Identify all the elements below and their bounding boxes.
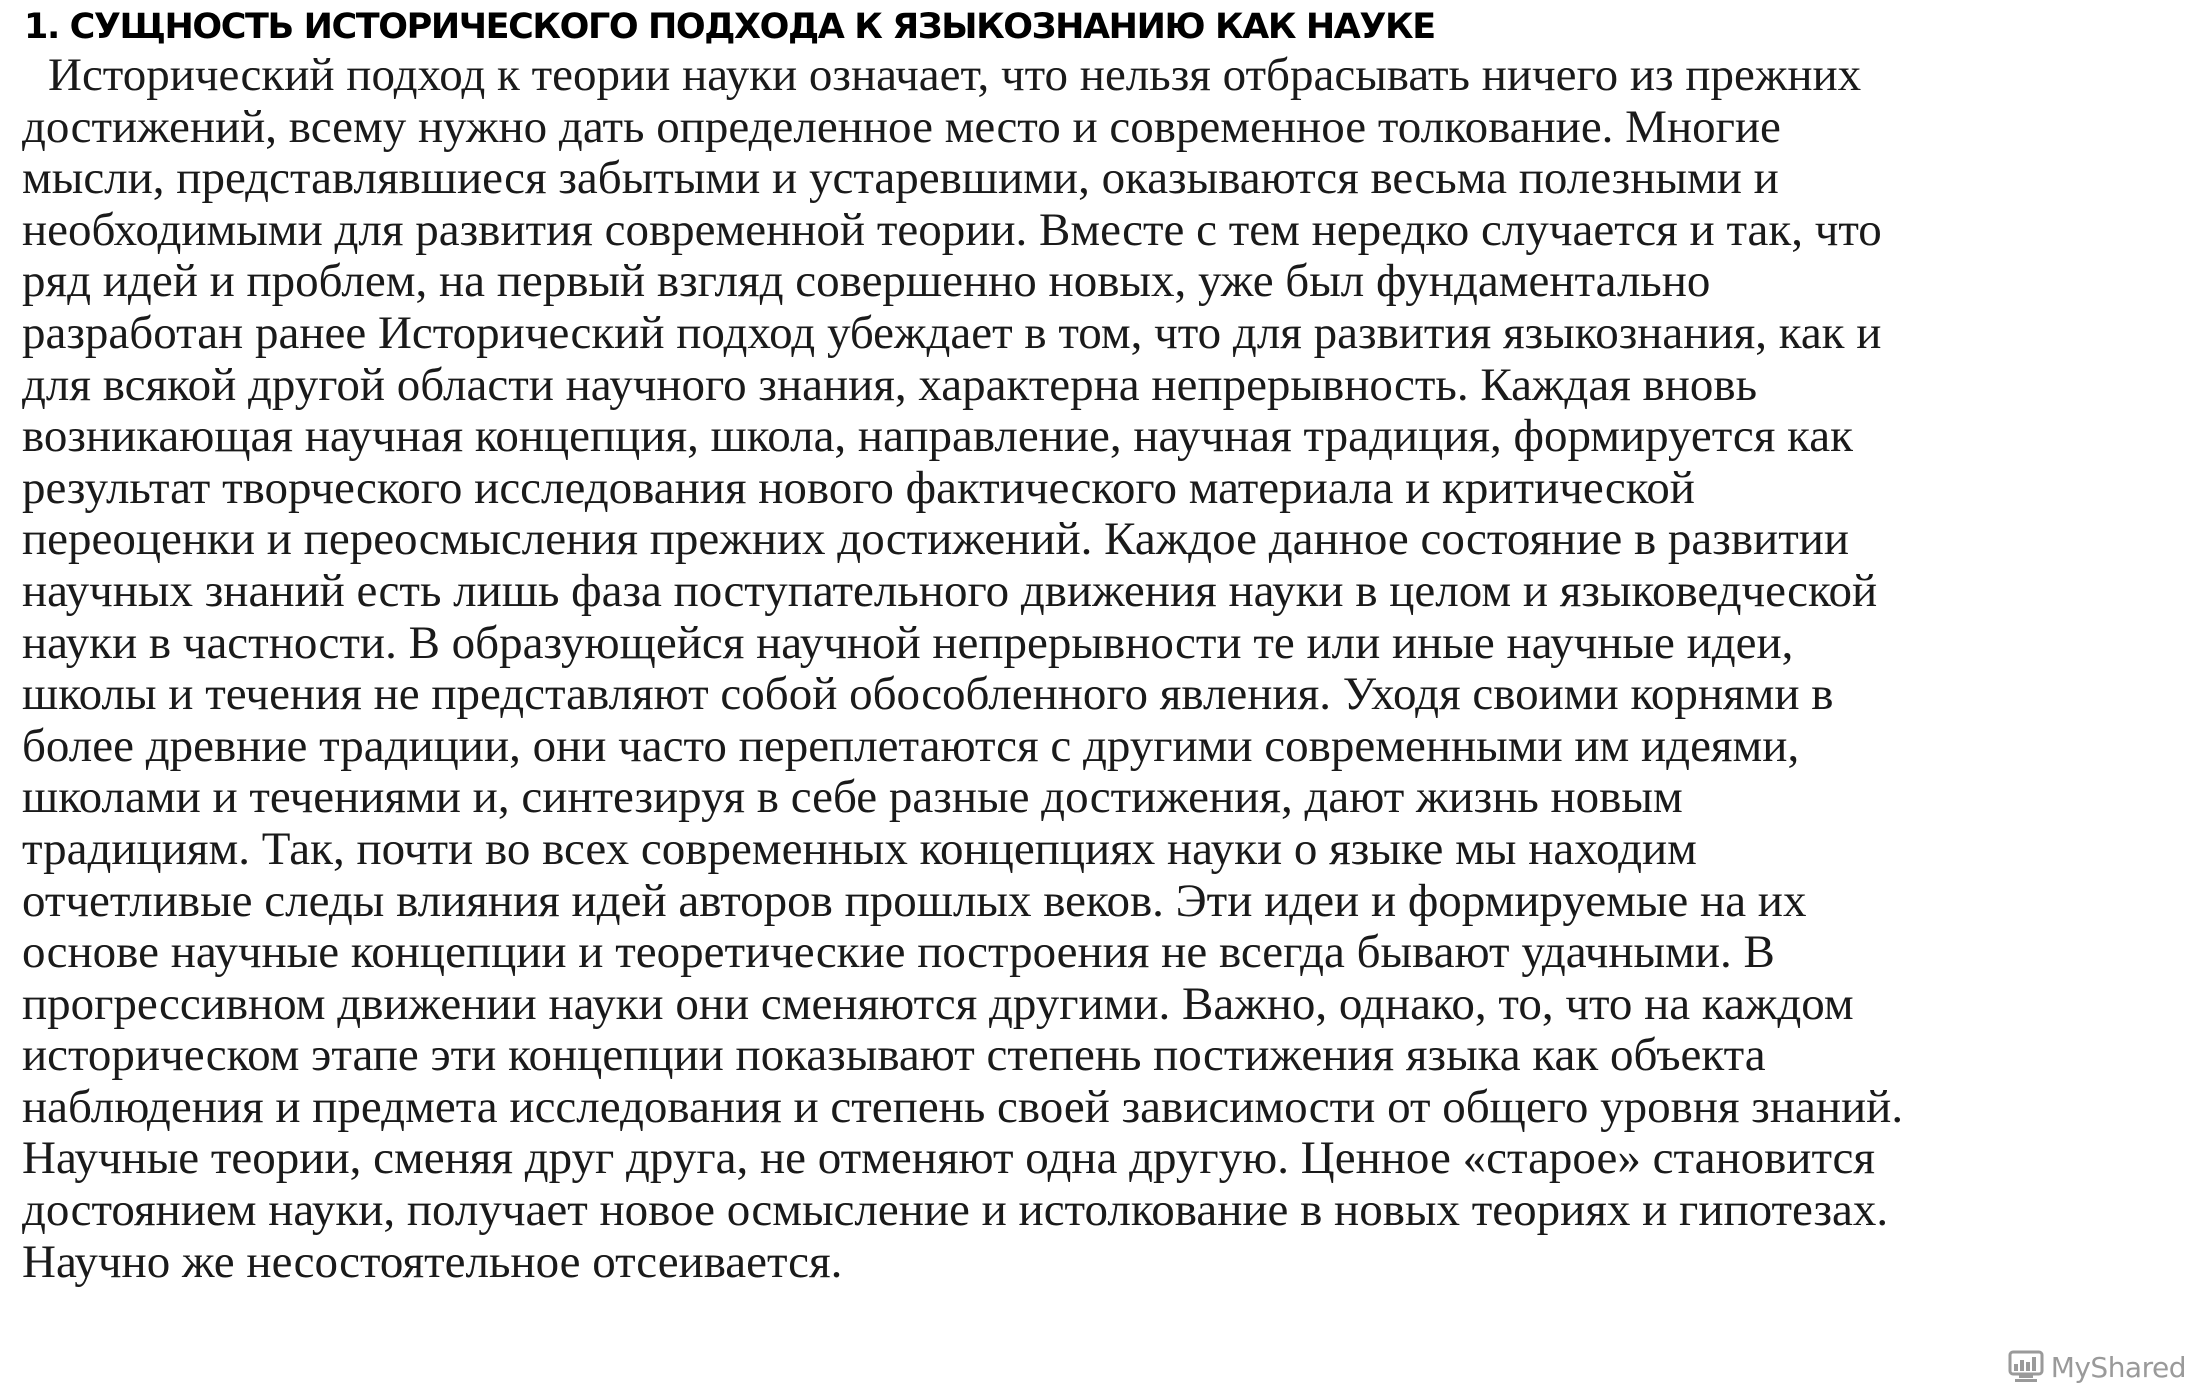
body-line: более древние традиции, они часто переплетаются с другими современными им идеями, xyxy=(22,719,1800,772)
body-line: научных знаний есть лишь фаза поступательного движения науки в целом и языковедческой xyxy=(22,564,1878,617)
body-line: достижений, всему нужно дать определенное место и современное толкование. Многие xyxy=(22,100,1781,153)
body-line: переоценки и переосмысления прежних достижений. Каждое данное состояние в развитии xyxy=(22,513,1850,566)
body-line: ряд идей и проблем, на первый взгляд совершенно новых, уже был фундаментально xyxy=(22,255,1711,308)
body-line: Научно же несостоятельное отсеивается. xyxy=(22,1235,843,1288)
body-line: школами и течениями и, синтезируя в себе разные достижения, дают жизнь новым xyxy=(22,771,1683,824)
body-line: необходимыми для развития современной теории. Вместе с тем нередко случается и так, что xyxy=(22,203,1882,256)
body-line: прогрессивном движении науки они сменяются другими. Важно, однако, то, что на каждом xyxy=(22,977,1854,1030)
body-line: школы и течения не представляют собой обособленного явления. Уходя своими корнями в xyxy=(22,668,1834,721)
body-line: для всякой другой области научного знания, характерна непрерывность. Каждая вновь xyxy=(22,358,1758,411)
myshared-watermark[interactable] xyxy=(2007,1350,2186,1384)
body-paragraph xyxy=(22,50,2192,1288)
myshared-logo-icon xyxy=(2007,1350,2045,1384)
body-line: историческом этапе эти концепции показывают степень постижения языка как объекта xyxy=(22,1029,1766,1082)
body-line: Научные теории, сменяя друг друга, не отменяют одна другую. Ценное «старое» становится xyxy=(22,1132,1876,1185)
myshared-logo-text: MyShared xyxy=(2050,1350,2186,1384)
body-line: наблюдения и предмета исследования и степень своей зависимости от общего уровня знаний. xyxy=(22,1080,1904,1133)
body-line: Исторический подход к теории науки означает, что нельзя отбрасывать ничего из прежних xyxy=(48,49,1862,101)
body-line: достоянием науки, получает новое осмысление и истолкование в новых теориях и гипотезах. xyxy=(22,1184,1889,1237)
body-line: результат творческого исследования нового фактического материала и критической xyxy=(22,461,1695,514)
body-line: основе научные концепции и теоретические построения не всегда бывают удачными. В xyxy=(22,926,1775,979)
body-line: мысли, представлявшиеся забытыми и устаревшими, оказываются весьма полезными и xyxy=(22,152,1779,205)
body-line: традициям. Так, почти во всех современных концепциях науки о языке мы находим xyxy=(22,822,1697,875)
body-line: возникающая научная концепция, школа, направление, научная традиция, формируется как xyxy=(22,410,1853,463)
body-line: отчетливые следы влияния идей авторов прошлых веков. Эти идеи и формируемые на их xyxy=(22,874,1807,927)
body-line: разработан ранее Исторический подход убеждает в том, что для развития языкознания, как и xyxy=(22,306,1882,359)
body-line: науки в частности. В образующейся научной непрерывности те или иные научные идеи, xyxy=(22,616,1794,669)
slide-heading: 1. СУЩНОСТЬ ИСТОРИЧЕСКОГО ПОДХОДА К ЯЗЫКОЗНАНИЮ КАК НАУКЕ xyxy=(24,7,1435,47)
